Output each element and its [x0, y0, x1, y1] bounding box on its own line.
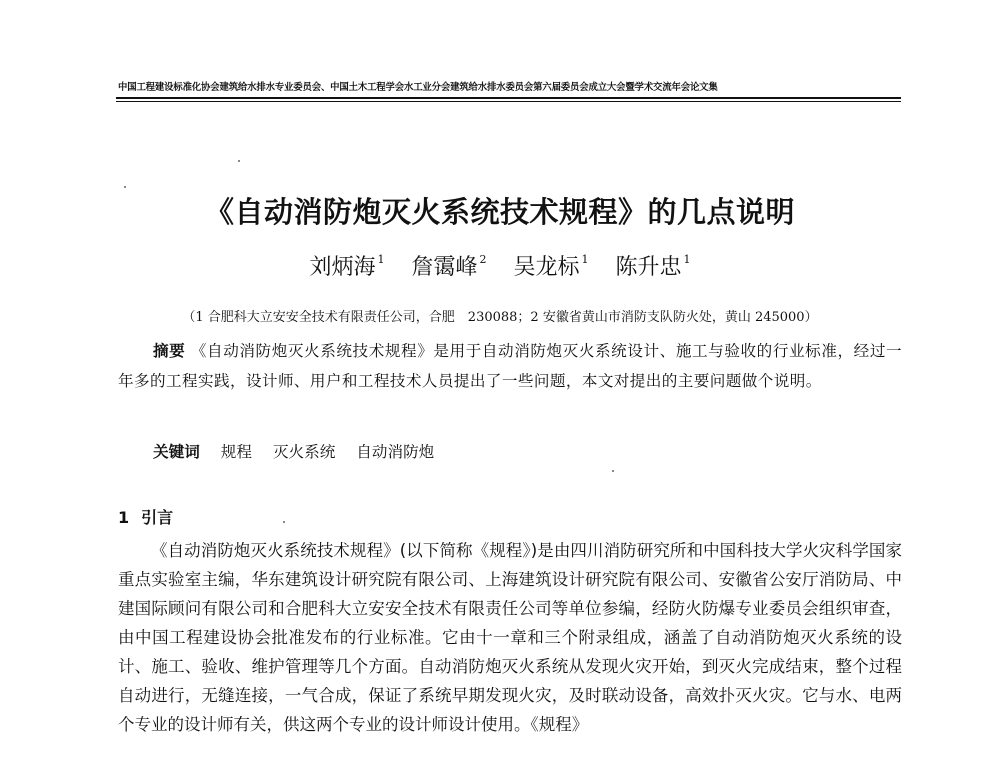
keywords — [153, 440, 434, 462]
section-number: 1 — [118, 508, 130, 527]
keyword: 规程 — [220, 443, 252, 461]
header-rule — [116, 97, 901, 99]
author-affiliation-mark: 2 — [479, 252, 487, 266]
author — [514, 250, 589, 281]
header-rule-thin — [116, 101, 901, 102]
scan-speck — [283, 521, 285, 523]
author-name: 吴龙标 — [513, 255, 580, 280]
body-paragraph: 《自动消防炮灭火系统技术规程》(以下简称《规程》)是由四川消防研究所和中国科技大学火灾科学国家重点实验室主编，华东建筑设计研究院有限公司、上海建筑设计研究院有限公司、安徽省公安厅消防局、中建国际顾问有限公司和合肥科大立安安全技术有限责任公司等单位参编，经防火防爆专业委员会组织审查，由中国工程建设协会批准发布的行业标准。它由十一章和三个附录组成，涵盖了自动消防炮灭火系统的设计、施工、验收、维护管理等几个方面。自动消防炮灭火系统从发现火灾开始，到灭火完成结束，整个过程自动进行，无缝连接，一气合成，保证了系统早期发现火灾，及时联动设备，高效扑灭火灾。它与水、电两个专业的设计师有关，供这两个专业的设计师设计使用。《规程》 — [118, 541, 902, 734]
author — [309, 250, 384, 281]
abstract-label: 摘要 — [153, 342, 186, 360]
section-heading — [118, 505, 173, 528]
scan-speck — [238, 160, 240, 162]
author-name: 刘炳海 — [309, 255, 376, 280]
author-affiliation-mark: 1 — [683, 252, 691, 266]
author-name: 陈升忠 — [615, 255, 682, 280]
author-affiliation-mark: 1 — [581, 252, 589, 266]
paper-title: 《自动消防炮灭火系统技术规程》的几点说明 — [204, 195, 795, 229]
keyword: 灭火系统 — [272, 443, 336, 461]
keyword: 自动消防炮 — [356, 443, 435, 461]
scan-speck — [612, 470, 614, 472]
running-header: 中国工程建设标准化协会建筑给水排水专业委员会、中国土木工程学会水工业分会建筑给水排水委员会第六届委员会成立大会暨学术交流年会论文集 — [118, 82, 718, 93]
abstract — [118, 336, 902, 396]
scan-speck — [124, 186, 126, 188]
author — [616, 250, 691, 281]
author-name: 詹霭峰 — [411, 255, 478, 280]
affiliation-line: （1 合肥科大立安安全技术有限责任公司，合肥 230088；2 安徽省黄山市消防支队防火处，黄山 245000） — [182, 310, 818, 325]
author-affiliation-mark: 1 — [377, 252, 385, 266]
author-list — [0, 250, 1000, 281]
author — [411, 250, 486, 281]
abstract-text: 《自动消防炮灭火系统技术规程》是用于自动消防炮灭火系统设计、施工与验收的行业标准，经过一年多的工程实践，设计师、用户和工程技术人员提出了一些问题，本文对提出的主要问题做个说明。 — [118, 342, 902, 390]
section-title: 引言 — [141, 508, 174, 527]
keywords-label: 关键词 — [153, 443, 200, 461]
